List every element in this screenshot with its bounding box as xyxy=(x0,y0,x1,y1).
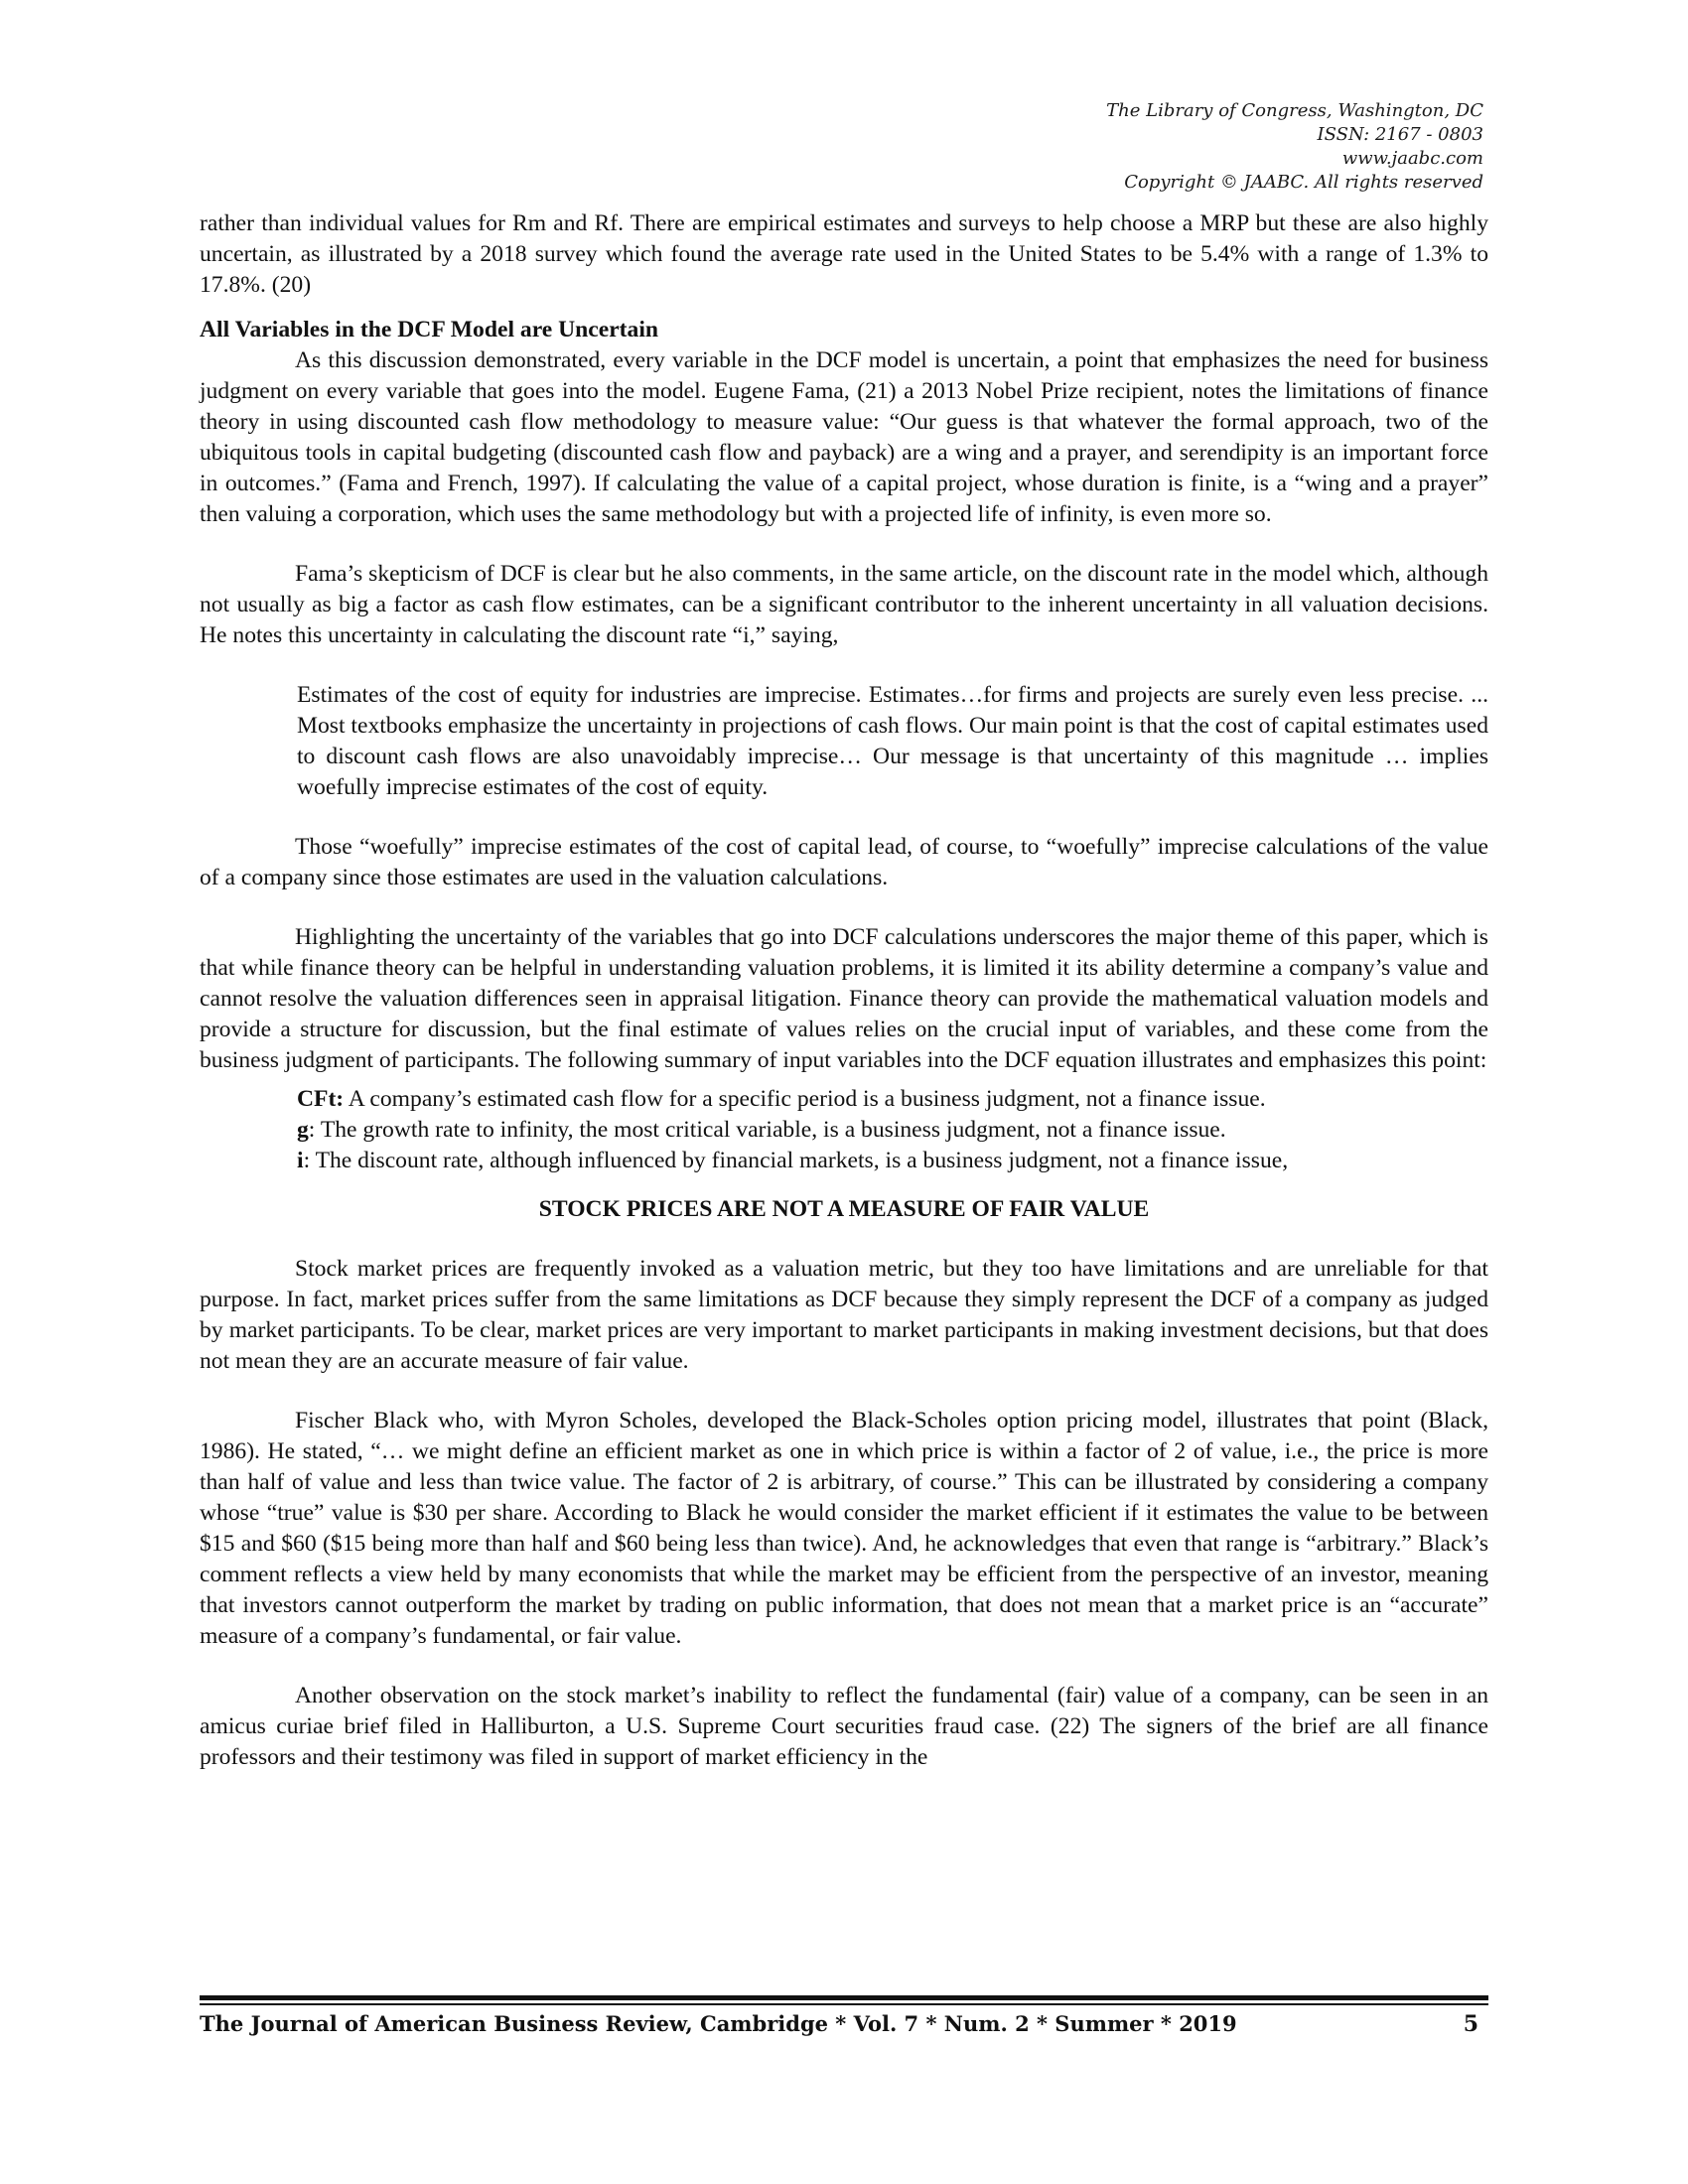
definition-term: i xyxy=(297,1148,304,1173)
definition-cft xyxy=(297,1084,1488,1115)
header-website: www.jaabc.com xyxy=(1341,148,1483,169)
footer-rule-thin xyxy=(200,2003,1488,2005)
definition-term: g xyxy=(297,1117,309,1143)
header-issn: ISSN: 2167 - 0803 xyxy=(1317,124,1483,145)
paragraph: Fischer Black who, with Myron Scholes, developed the Black-Scholes option pricing model, illustrates that point (Black, 1986). He stated, “… we might define an efficient market as one in which price is within a factor of 2 of value, i.e., the price is more than half of value and less than twice value. The factor of 2 is arbitrary, of course.” This can be illustrated by considering a company whose “true” value is $30 per share. According to Black he would consider the market efficient if it estimates the value to be between $15 and $60 ($15 being more than half and $60 being less than twice). And, he acknowledges that even that range is “arbitrary.” Black’s comment reflects a view held by many economists that while the market may be efficient from the perspective of an investor, meaning that investors cannot outperform the market by trading on public information, that does not mean that a market price is an “accurate” measure of a company’s fundamental, or fair value. xyxy=(200,1408,1488,1649)
definition-term: CFt: xyxy=(297,1086,345,1112)
page-number: 5 xyxy=(1463,2011,1478,2037)
definition-text: : The growth rate to infinity, the most critical variable, is a business judgment, not a finance issue. xyxy=(308,1117,1226,1143)
paragraph: Stock market prices are frequently invoked as a valuation metric, but they too have limitations and are unreliable for that purpose. In fact, market prices suffer from the same limitations as DCF because they simply represent the DCF of a company as judged by market participants. To be clear, market prices are very important to market participants in making investment decisions, but that does not mean they are an accurate measure of fair value. xyxy=(200,1256,1488,1374)
definition-g xyxy=(297,1115,1488,1146)
definition-text: A company’s estimated cash flow for a specific period is a business judgment, not a finance issue. xyxy=(344,1086,1266,1112)
running-header xyxy=(1106,99,1483,195)
paragraph: rather than individual values for Rm and Rf. There are empirical estimates and surveys to help choose a MRP but these are also highly uncertain, as illustrated by a 2018 survey which found the average rate used in the United States to be 5.4% with a range of 1.3% to 17.8%. (20) xyxy=(200,210,1488,298)
paragraph: As this discussion demonstrated, every variable in the DCF model is uncertain, a point that emphasizes the need for business judgment on every variable that goes into the model. Eugene Fama, (21) a 2013 Nobel Prize recipient, notes the limitations of finance theory in using discounted cash flow methodology to measure value: “Our guess is that whatever the formal approach, two of the ubiquitous tools in capital budgeting (discounted cash flow and payback) are a wing and a prayer, and serendipity is an important force in outcomes.” (Fama and French, 1997). If calculating the value of a capital project, whose duration is finite, is a “wing and a prayer” then valuing a corporation, which uses the same methodology but with a projected life of infinity, is even more so. xyxy=(200,347,1488,527)
journal-citation: The Journal of American Business Review, Cambridge * Vol. 7 * Num. 2 * Summer * 2019 xyxy=(200,2011,1237,2036)
definition-text: : The discount rate, although influenced by financial markets, is a business judgment, not a finance issue, xyxy=(303,1148,1289,1173)
header-copyright: Copyright © JAABC. All rights reserved xyxy=(1124,172,1483,193)
variable-definitions xyxy=(297,1084,1488,1176)
article-body xyxy=(200,208,1488,1773)
paragraph: Fama’s skepticism of DCF is clear but he also comments, in the same article, on the discount rate in the model which, although not usually as big a factor as cash flow estimates, can be a significant contributor to the inherent uncertainty in all valuation decisions. He notes this uncertainty in calculating the discount rate “i,” saying, xyxy=(200,561,1488,648)
definition-i xyxy=(297,1146,1488,1176)
paragraph: Highlighting the uncertainty of the variables that go into DCF calculations underscores the major theme of this paper, which is that while finance theory can be helpful in understanding valuation problems, it is limited it its ability determine a company’s value and cannot resolve the valuation differences seen in appraisal litigation. Finance theory can provide the mathematical valuation models and provide a structure for discussion, but the final estimate of values relies on the crucial input of variables, and these come from the business judgment of participants. The following summary of input variables into the DCF equation illustrates and emphasizes this point: xyxy=(200,924,1488,1073)
section-heading: STOCK PRICES ARE NOT A MEASURE OF FAIR VALUE xyxy=(538,1196,1150,1222)
header-publisher: The Library of Congress, Washington, DC xyxy=(1106,100,1483,121)
paragraph: Those “woefully” imprecise estimates of the cost of capital lead, of course, to “woefully” imprecise calculations of the value of a company since those estimates are used in the valuation calculations. xyxy=(200,834,1488,890)
running-footer xyxy=(200,2010,1488,2038)
paragraph: Another observation on the stock market’s inability to reflect the fundamental (fair) value of a company, can be seen in an amicus curiae brief filed in Halliburton, a U.S. Supreme Court securities fraud case. (22) The signers of the brief are all finance professors and their testimony was filed in support of market efficiency in the xyxy=(200,1683,1488,1770)
footer-rule-thick xyxy=(200,1995,1488,2000)
block-quote: Estimates of the cost of equity for industries are imprecise. Estimates…for firms and projects are surely even less precise. ... Most textbooks emphasize the uncertainty in projections of cash flows. Our main point is that the cost of capital estimates used to discount cash flows are also unavoidably imprecise… Our message is that uncertainty of this magnitude … implies woefully imprecise estimates of the cost of equity. xyxy=(297,682,1488,800)
subsection-heading: All Variables in the DCF Model are Uncertain xyxy=(200,317,659,342)
